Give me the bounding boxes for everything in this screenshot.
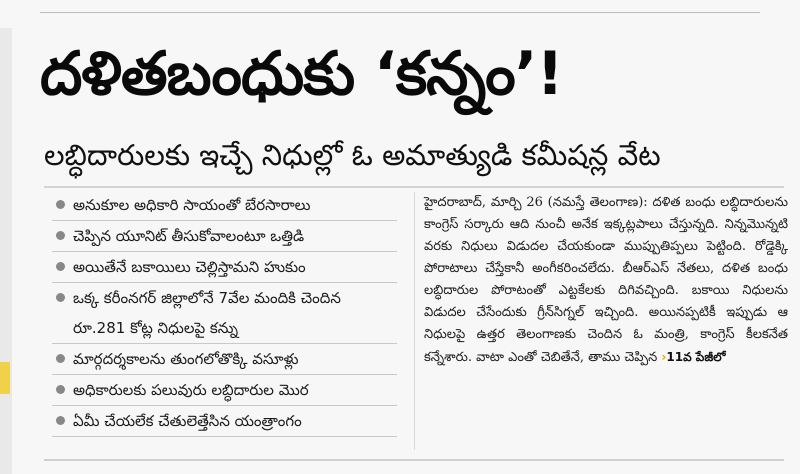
highlight-item [52, 283, 397, 344]
headline: దళితబంధుకు ‘కన్నం’! [40, 39, 563, 109]
top-rule [40, 12, 760, 13]
headline-rule [44, 186, 784, 188]
story-body [424, 192, 788, 369]
column-divider [414, 192, 415, 450]
chevron-right-icon: › [661, 350, 667, 364]
continued-label: 11వ పేజీలో [666, 350, 726, 364]
highlight-item [52, 406, 397, 437]
adjacent-page-mark [0, 362, 10, 394]
highlight-text: ఏమీ చేయలేక చేతులెత్తేసిన యంత్రాంగం [73, 412, 302, 430]
highlights-list [52, 190, 397, 437]
highlight-text: అయితేనే బకాయిలు చెల్లిస్తామని హుకుం [73, 258, 306, 276]
highlight-text: చెప్పిన యూనిట్ తీసుకోవాలంటూ ఒత్తిడి [73, 227, 305, 245]
bullet-icon [56, 200, 65, 209]
story-paragraph: హైదరాబాద్, మార్చి 26 (నమస్తే తెలంగాణ): దళిత బంధు లబ్ధిదారులను కాంగ్రెస్ సర్కారు ఆది నుంచీ అనేక ఇక్కట్లపాలు చేస్తున్నది. నిన్నమొన్నటి వరకు నిధులు విడుదల చేయకుండా ముప్పుతిప్పలు పెట్టింది. రోడ్డెక్కి పోరాటాలు చేస్తేకానీ అంగీకరించలేదు. బీఆర్ఎస్ నేతలు, దళిత బంధు లబ్ధిదారుల పోరాటంతో ఎట్టకేలకు దిగివచ్చింది. బకాయి నిధులను విడుదల చేసేందుకు గ్రీన్‌సిగ్నల్ ఇచ్చింది. అయినప్పటికీ ఇప్పుడు ఆ నిధులపై ఉత్తర తెలంగాణకు చెందిన ఓ మంత్రి, కాంగ్రెస్ కీలకనేత కన్నేశారు. వాటా ఎంతో చెబితేనే, తాము చెప్పిన [424, 195, 788, 365]
bullet-icon [56, 262, 65, 271]
adjacent-page-edge [0, 28, 12, 474]
bullet-icon [56, 231, 65, 240]
highlight-item [52, 190, 397, 221]
highlight-text: ఒక్క కరీంనగర్ జిల్లాలోనే 7వేల మందికి చెందిన రూ.281 కోట్ల నిధులపై కన్ను [73, 289, 341, 337]
bottom-rule [44, 459, 784, 461]
highlight-item [52, 252, 397, 283]
subheadline: లబ్ధిదారులకు ఇచ్చే నిధుల్లో ఓ అమాత్యుడి కమీషన్ల వేట [44, 138, 661, 172]
highlight-item [52, 221, 397, 252]
highlight-item [52, 375, 397, 406]
continued-link[interactable] [661, 350, 725, 364]
bullet-icon [56, 385, 65, 394]
bullet-icon [56, 293, 65, 302]
highlight-text: అధికారులకు పలువురు లబ్ధిదారుల మొర [73, 381, 309, 399]
highlight-item [52, 344, 397, 375]
bullet-icon [56, 354, 65, 363]
highlight-text: మార్గదర్శకాలను తుంగలోతొక్కి వసూళ్లు [73, 350, 299, 368]
bullet-icon [56, 416, 65, 425]
highlight-text: అనుకూల అధికారి సాయంతో బేరసారాలు [73, 196, 311, 214]
